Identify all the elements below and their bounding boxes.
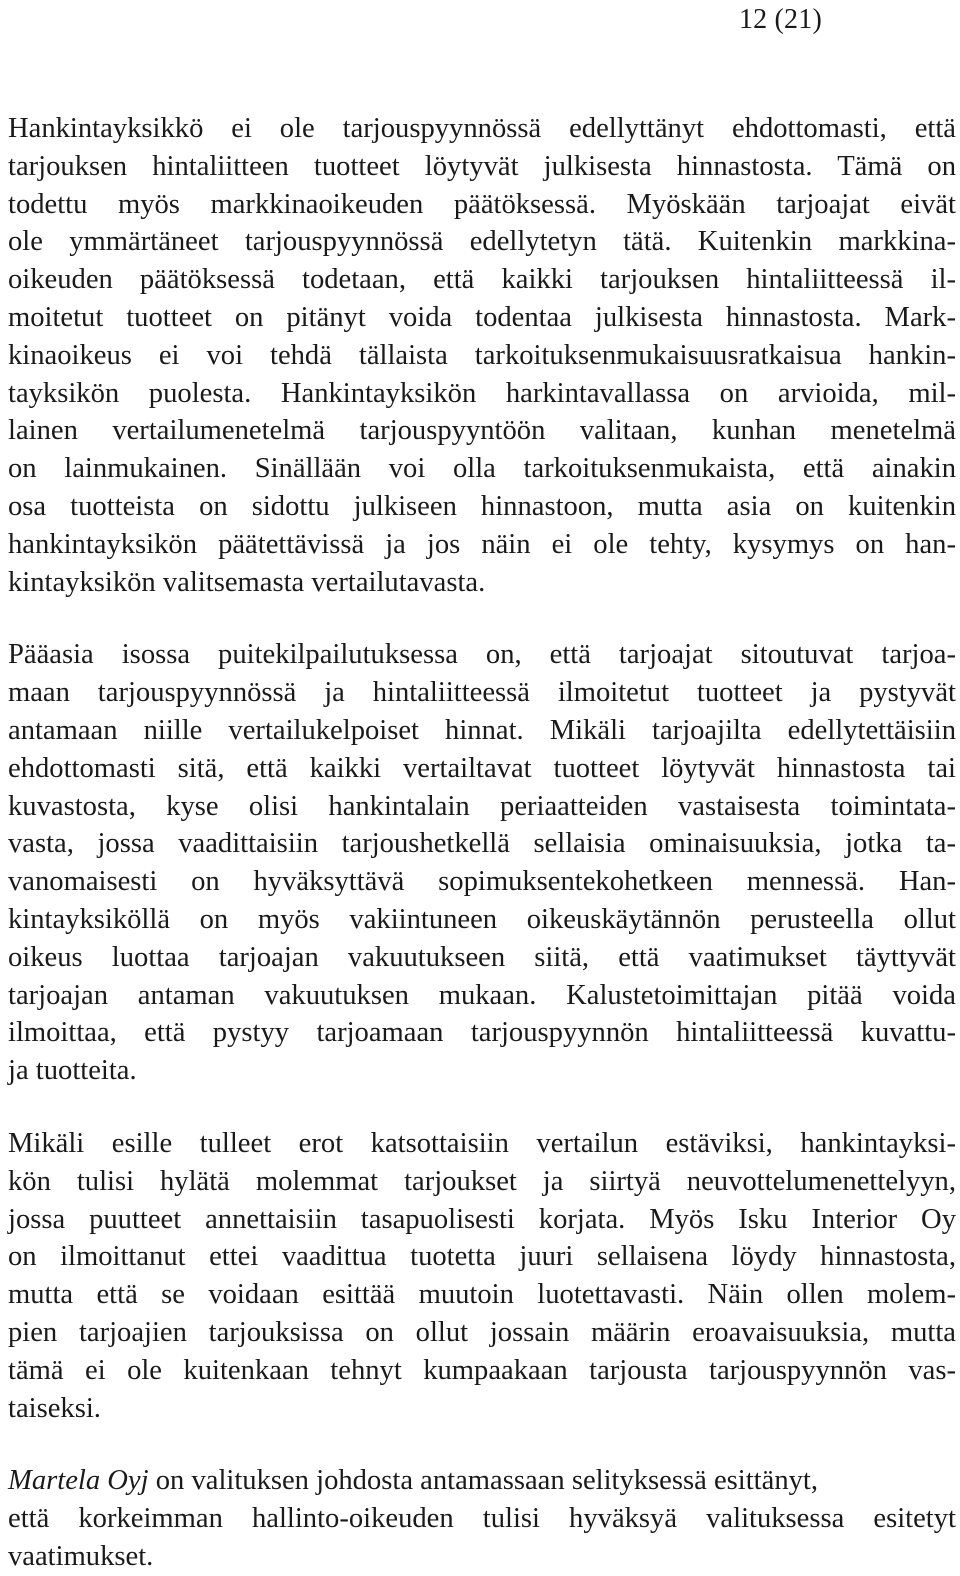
text-line: pien tarjoajien tarjouksissa on ollut jossain määrin eroavaisuuksia, mutta	[8, 1316, 956, 1348]
text-line: vasta, jossa vaadittaisiin tarjoushetkellä sellaisia ominaisuuksia, jotka ta-	[8, 828, 956, 860]
text-line: taiseksi.	[8, 1392, 101, 1424]
text-line: että korkeimman hallinto-oikeuden tulisi hyväksyä valituksessa esitetyt	[8, 1503, 956, 1535]
text-line: on ilmoittanut ettei vaadittua tuotetta juuri sellaisena löydy hinnastosta,	[8, 1241, 956, 1273]
text-line	[8, 1462, 956, 1500]
text-line: lainen vertailumenetelmä tarjouspyyntöön valitaan, kunhan menetelmä	[8, 415, 956, 447]
text-fragment: on valituksen johdosta antamassaan selityksessä esittänyt,	[148, 1465, 819, 1497]
text-line: Hankintayksikkö ei ole tarjouspyynnössä edellyttänyt ehdottomasti, että	[8, 113, 956, 144]
text-line: hankintayksikön päätettävissä ja jos näin ei ole tehty, kysymys on han-	[8, 528, 956, 560]
text-line: Mikäli esille tulleet erot katsottaisiin vertailun estäviksi, hankintayksi-	[8, 1127, 956, 1159]
text-line: osa tuotteista on sidottu julkiseen hinnastoon, mutta asia on kuitenkin	[8, 490, 956, 522]
text-line: oikeuden päätöksessä todetaan, että kaikki tarjouksen hintaliitteessä il-	[8, 264, 956, 296]
text-line: Pääasia isossa puitekilpailutuksessa on, että tarjoajat sitoutuvat tarjoa-	[8, 639, 956, 671]
text-line: oikeus luottaa tarjoajan vakuutukseen siitä, että vaatimukset täyttyvät	[8, 941, 956, 973]
text-line: kintayksikön valitsemasta vertailutavasta.	[8, 566, 486, 598]
text-line: ole ymmärtäneet tarjouspyynnössä edellytetyn tätä. Kuitenkin markkina-	[8, 226, 956, 258]
text-line: kintayksiköllä on myös vakiintuneen oikeuskäytännön perusteella ollut	[8, 903, 956, 935]
text-line: vanomaisesti on hyväksyttävä sopimuksentekohetkeen mennessä. Han-	[8, 866, 956, 898]
page-number: 12 (21)	[738, 4, 822, 35]
document-body	[8, 110, 956, 1576]
text-line: vaatimukset.	[8, 1540, 154, 1572]
text-line: tarjouksen hintaliitteen tuotteet löytyvät julkisesta hinnastosta. Tämä on	[8, 150, 956, 182]
paragraph-4	[8, 1462, 956, 1575]
text-line: tayksikön puolesta. Hankintayksikön harkintavallassa on arvioida, mil-	[8, 377, 956, 409]
text-line: on lainmukainen. Sinällään voi olla tarkoituksenmukaista, että ainakin	[8, 453, 956, 485]
text-line: tarjoajan antaman vakuutuksen mukaan. Kalustetoimittajan pitää voida	[8, 979, 956, 1011]
text-line: ilmoittaa, että pystyy tarjoamaan tarjouspyynnön hintaliitteessä kuvattu-	[8, 1017, 956, 1049]
text-line: antamaan niille vertailukelpoiset hinnat. Mikäli tarjoajilta edellytettäisiin	[8, 714, 956, 746]
text-line: mutta että se voidaan esittää muutoin luotettavasti. Näin ollen molem-	[8, 1279, 956, 1311]
text-line: ja tuotteita.	[8, 1055, 137, 1087]
text-line: ehdottomasti sitä, että kaikki vertailtavat tuotteet löytyvät hinnastosta tai	[8, 752, 956, 784]
text-line: moitetut tuotteet on pitänyt voida todentaa julkisesta hinnastosta. Mark-	[8, 301, 956, 333]
text-line: jossa puutteet annettaisiin tasapuolisesti korjata. Myös Isku Interior Oy	[8, 1203, 956, 1235]
text-line: maan tarjouspyynnössä ja hintaliitteessä ilmoitetut tuotteet ja pystyvät	[8, 677, 956, 709]
text-line: kinaoikeus ei voi tehdä tällaista tarkoituksenmukaisuusratkaisua hankin-	[8, 339, 956, 371]
party-name: Martela Oyj	[8, 1465, 149, 1497]
text-line: tämä ei ole kuitenkaan tehnyt kumpaakaan tarjousta tarjouspyynnön vas-	[8, 1354, 956, 1386]
paragraph-2	[8, 636, 956, 1090]
paragraph-3	[8, 1125, 956, 1427]
text-line: kuvastosta, kyse olisi hankintalain periaatteiden vastaisesta toimintata-	[8, 790, 956, 822]
text-line: todettu myös markkinaoikeuden päätöksessä. Myöskään tarjoajat eivät	[8, 188, 956, 220]
paragraph-1	[8, 110, 956, 601]
text-line: kön tulisi hylätä molemmat tarjoukset ja siirtyä neuvottelumenettelyyn,	[8, 1165, 956, 1197]
